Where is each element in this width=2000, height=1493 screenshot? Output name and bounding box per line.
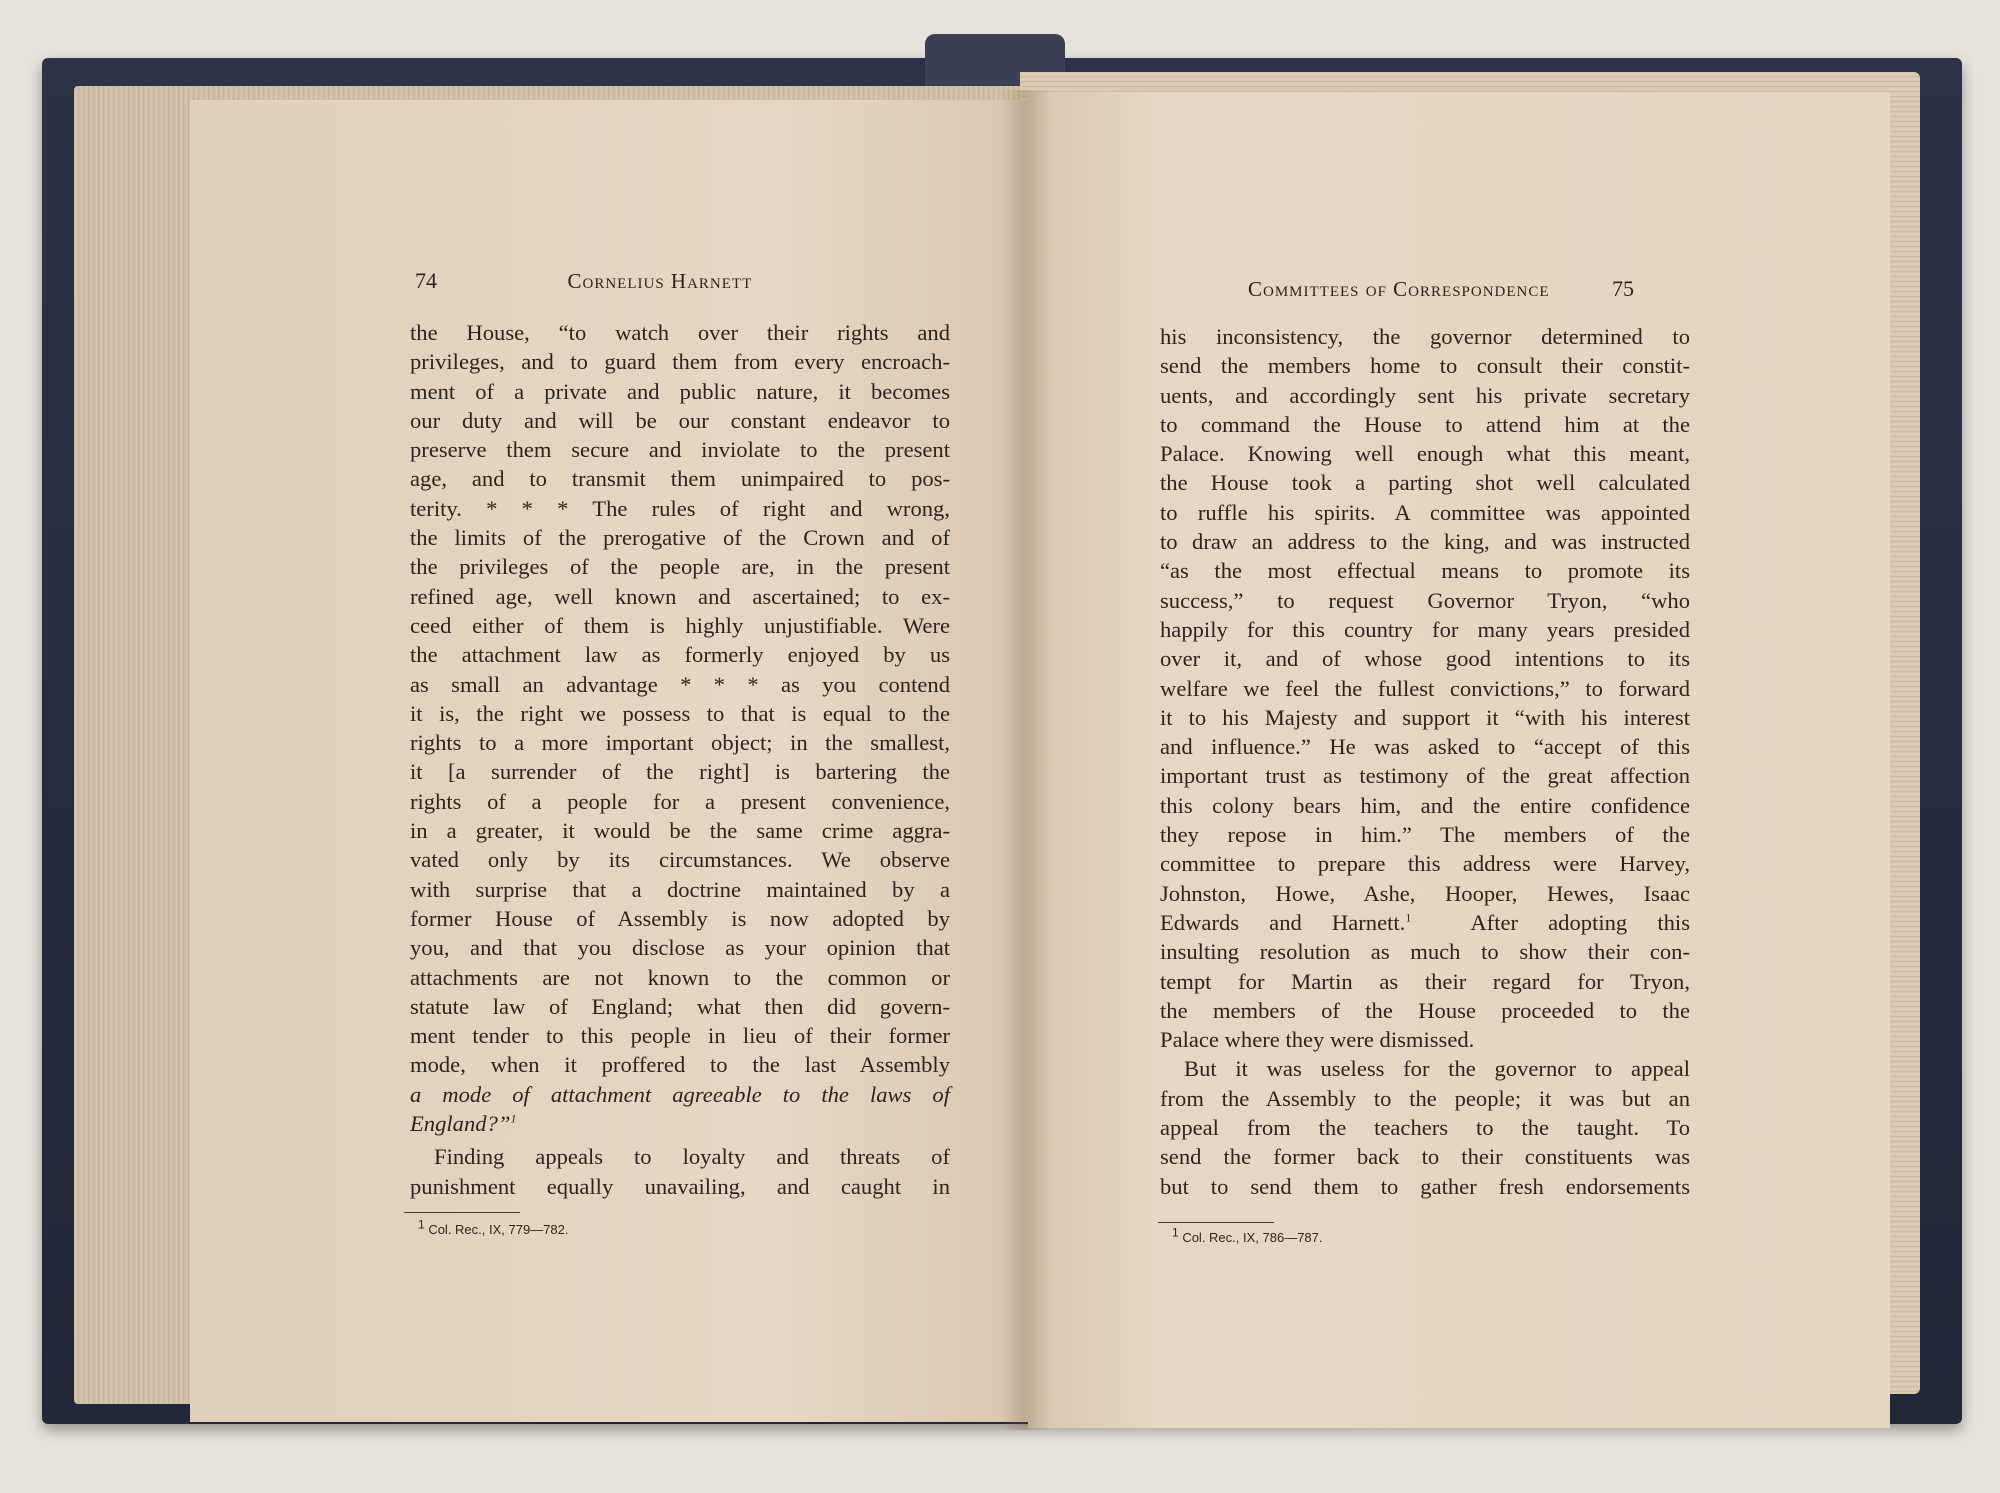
text-line: appeal from the teachers to the taught. To: [1160, 1115, 1690, 1141]
text-line: terity. * * * The rules of right and wrong,: [410, 495, 950, 521]
text-line: they repose in him.” The members of the: [1160, 822, 1690, 848]
text-line: ceed either of them is highly unjustifiable. Were: [410, 612, 950, 638]
book-gutter: [1000, 90, 1050, 1430]
text-line: But it was useless for the governor to appeal: [1184, 1056, 1690, 1082]
text-line: vated only by its circumstances. We observe: [410, 847, 950, 873]
footnote-text: Col. Rec., IX, 786—787.: [1182, 1230, 1323, 1245]
text-line: to command the House to attend him at the: [1160, 411, 1690, 437]
text-line: but to send them to gather fresh endorsements: [1160, 1173, 1690, 1199]
footnote-ref: 1: [1405, 910, 1412, 925]
text-line: committee to prepare this address were Harvey,: [1160, 851, 1690, 877]
text-line: former House of Assembly is now adopted by: [410, 905, 950, 931]
footnote-marker: 1: [1172, 1225, 1179, 1240]
text-line: success,” to request Governor Tryon, “who: [1160, 587, 1690, 613]
text-line: refined age, well known and ascertained; to ex-: [410, 583, 950, 609]
text-line: it is, the right we possess to that is equal to the: [410, 700, 950, 726]
text-line: ment tender to this people in lieu of their former: [410, 1023, 950, 1049]
text-line-end: England?”: [410, 1111, 511, 1137]
right-running-head: Committees of Correspondence: [1248, 277, 1550, 301]
left-page-header: [415, 268, 752, 294]
text-line: tempt for Martin as their regard for Tryon,: [1160, 968, 1690, 994]
text-line: age, and to transmit them unimpaired to pos-: [410, 466, 950, 492]
text-line: important trust as testimony of the great affection: [1160, 763, 1690, 789]
text-line-with-note: [410, 1109, 950, 1138]
text-line: and influence.” He was asked to “accept of this: [1160, 734, 1690, 760]
text-line: Finding appeals to loyalty and threats of: [434, 1144, 950, 1170]
text-line: to draw an address to the king, and was instructed: [1160, 529, 1690, 555]
text-line: Palace. Knowing well enough what this meant,: [1160, 441, 1690, 467]
text-line: as small an advantage * * * as you contend: [410, 671, 950, 697]
right-page-number: 75: [1612, 276, 1635, 301]
text-line: mode, when it proffered to the last Assembly: [410, 1052, 950, 1078]
text-line: the members of the House proceeded to the: [1160, 997, 1690, 1023]
text-line: from the Assembly to the people; it was but an: [1160, 1085, 1690, 1111]
text-line: his inconsistency, the governor determined to: [1160, 324, 1690, 349]
text-line: a mode of attachment agreeable to the laws of: [410, 1081, 950, 1107]
text-line: this colony bears him, and the entire confidence: [1160, 792, 1690, 818]
text-line: punishment equally unavailing, and caught in: [410, 1173, 950, 1199]
footnote-rule: [1158, 1222, 1274, 1223]
text-line: over it, and of whose good intentions to its: [1160, 646, 1690, 672]
text-line: it to his Majesty and support it “with his interest: [1160, 704, 1690, 730]
right-page-body: [1160, 322, 1690, 1201]
footnote-ref: 1: [510, 1111, 517, 1126]
text-line: you, and that you disclose as your opinion that: [410, 935, 950, 961]
text-line: with surprise that a doctrine maintained by a: [410, 876, 950, 902]
footnote-text: Col. Rec., IX, 779—782.: [428, 1222, 569, 1237]
text-line: privileges, and to guard them from every encroach-: [410, 349, 950, 375]
text-line: the privileges of the people are, in the present: [410, 554, 950, 580]
text-line: attachments are not known to the common or: [410, 964, 950, 990]
text-line-start: Edwards and Harnett.: [1160, 909, 1406, 935]
text-line: uents, and accordingly sent his private secretary: [1160, 382, 1690, 408]
footnote-marker: 1: [418, 1217, 425, 1232]
text-line: rights to a more important object; in the smallest,: [410, 730, 950, 756]
text-line: happily for this country for many years presided: [1160, 616, 1690, 642]
text-line: to ruffle his spirits. A committee was appointed: [1160, 499, 1690, 525]
footnote-rule: [404, 1212, 520, 1213]
text-line: send the members home to consult their constit-: [1160, 353, 1690, 379]
text-line-end: After adopting this: [1470, 909, 1690, 935]
text-line: in a greater, it would be the same crime aggra-: [410, 818, 950, 844]
text-line: it [a surrender of the right] is bartering the: [410, 759, 950, 785]
text-line: Palace where they were dismissed.: [1160, 1027, 1475, 1053]
text-line: rights of a people for a present convenience,: [410, 788, 950, 814]
text-line: preserve them secure and inviolate to the present: [410, 437, 950, 463]
text-line: insulting resolution as much to show their con-: [1160, 939, 1690, 965]
text-line-with-note: [1160, 908, 1690, 937]
text-line: the limits of the prerogative of the Crown and of: [410, 525, 950, 551]
left-footnote: [418, 1217, 569, 1237]
right-page-header: [1248, 276, 1634, 302]
text-line: statute law of England; what then did govern-: [410, 993, 950, 1019]
text-line: ment of a private and public nature, it becomes: [410, 378, 950, 404]
text-line: Johnston, Howe, Ashe, Hooper, Hewes, Isaac: [1160, 880, 1690, 906]
text-line: the House took a parting shot well calculated: [1160, 470, 1690, 496]
text-line: the attachment law as formerly enjoyed by us: [410, 642, 950, 668]
left-page-body: [410, 318, 950, 1201]
left-running-head: Cornelius Harnett: [567, 269, 753, 293]
text-line: welfare we feel the fullest convictions,” to forward: [1160, 675, 1690, 701]
text-line: the House, “to watch over their rights and: [410, 320, 950, 345]
text-line: send the former back to their constituents was: [1160, 1144, 1690, 1170]
text-line: our duty and will be our constant endeavor to: [410, 407, 950, 433]
left-page-number: 74: [415, 268, 437, 293]
text-line: “as the most effectual means to promote its: [1160, 558, 1690, 584]
right-footnote: [1172, 1225, 1323, 1245]
